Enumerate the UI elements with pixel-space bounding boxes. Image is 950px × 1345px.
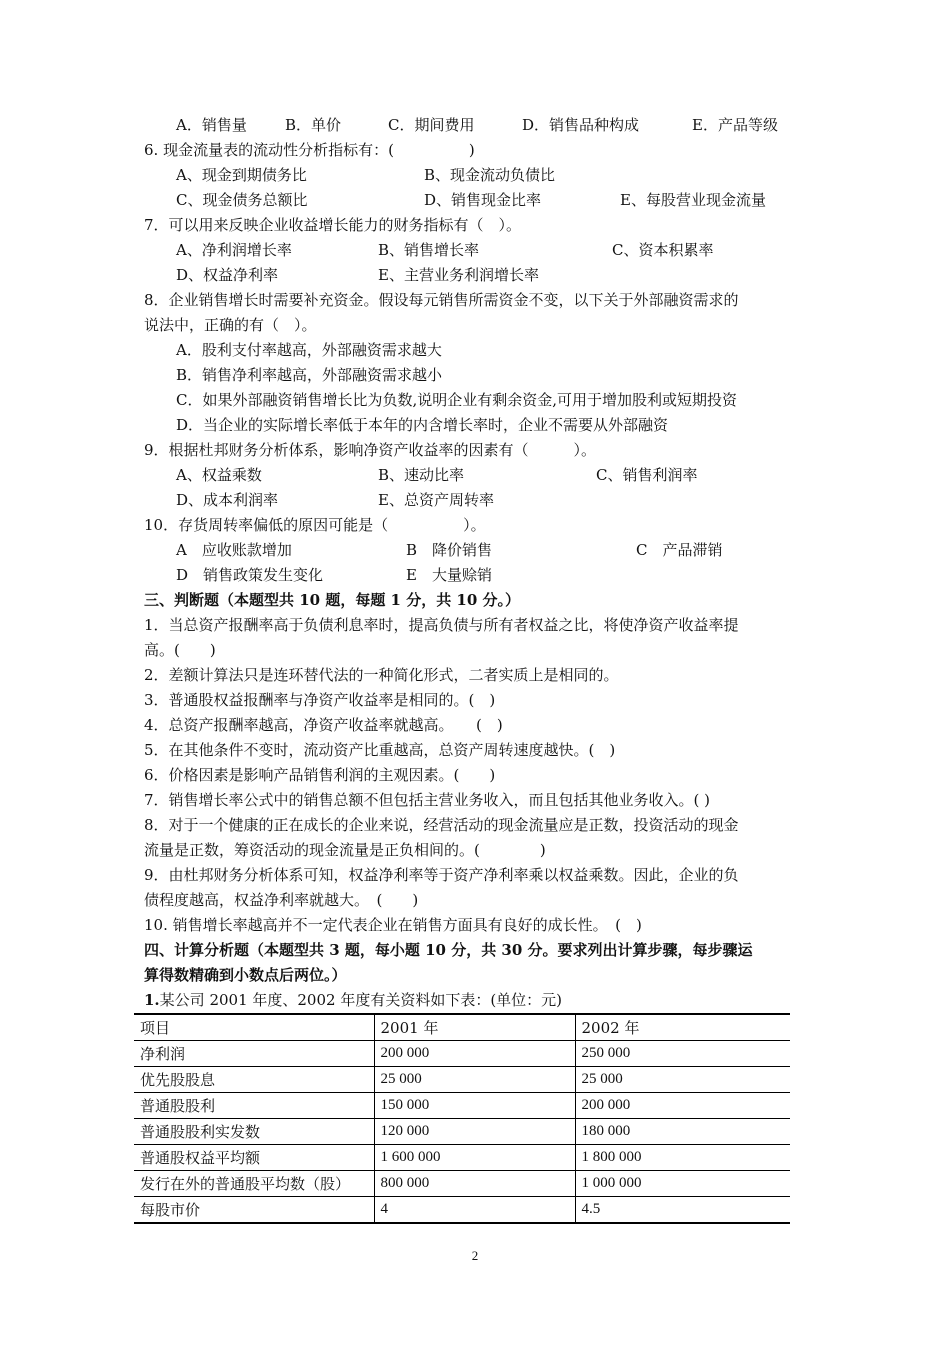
q10-option-c: C 产品滞销 xyxy=(636,541,723,559)
q7-options-row1 xyxy=(176,238,806,263)
q7-option-d: D、权益净利率 xyxy=(176,266,279,284)
table-row xyxy=(134,1197,790,1224)
table-cell-2001: 200 000 xyxy=(374,1041,575,1067)
s3-line-2: 高。( ) xyxy=(144,641,216,659)
table-cell-2002: 180 000 xyxy=(575,1119,790,1145)
section3-title: 三、判断题（本题型共 10 题，每题 1 分，共 10 分。） xyxy=(144,591,521,609)
section4-title-line2: 算得数精确到小数点后两位。） xyxy=(144,966,347,984)
q8-stem-line1: 8．企业销售增长时需要补充资金。假设每元销售所需资金不变，以下关于外部融资需求的 xyxy=(144,291,739,309)
table-cell-2002: 200 000 xyxy=(575,1093,790,1119)
table-cell-2001: 1 600 000 xyxy=(374,1145,575,1171)
table-row xyxy=(134,1041,790,1067)
table-cell-item: 普通股股利 xyxy=(134,1093,374,1119)
q10-option-d: D 销售政策发生变化 xyxy=(176,566,324,584)
s3-line-13: 10. 销售增长率越高并不一定代表企业在销售方面具有良好的成长性。 ( ) xyxy=(144,916,642,934)
table-cell-item: 净利润 xyxy=(134,1041,374,1067)
table-cell-2002: 1 800 000 xyxy=(575,1145,790,1171)
q9-option-a: A、权益乘数 xyxy=(176,466,262,484)
q5-option-a: A．销售量 xyxy=(176,116,247,134)
table-cell-2001: 150 000 xyxy=(374,1093,575,1119)
s3-line-12: 债程度越高，权益净利率就越大。 ( ) xyxy=(144,891,419,909)
table-cell-2002: 250 000 xyxy=(575,1041,790,1067)
q6-options-row2 xyxy=(176,188,806,213)
q8-option-d: D．当企业的实际增长率低于本年的内含增长率时，企业不需要从外部融资 xyxy=(176,416,669,434)
table-cell-item: 发行在外的普通股平均数（股） xyxy=(134,1171,374,1197)
q9-option-d: D、成本利润率 xyxy=(176,491,279,509)
s3-line-3: 2．差额计算法只是连环替代法的一种简化形式，二者实质上是相同的。 xyxy=(144,666,619,684)
table-cell-item: 每股市价 xyxy=(134,1197,374,1224)
table-row xyxy=(134,1093,790,1119)
table-cell-2001: 25 000 xyxy=(374,1067,575,1093)
q9-options-row1 xyxy=(176,463,806,488)
s3-line-5: 4．总资产报酬率越高，净资产收益率就越高。 ( ) xyxy=(144,716,503,734)
s3-line-10: 流量是正数，筹资活动的现金流量是正负相间的。( ) xyxy=(144,841,546,859)
s4-q1-number: 1. xyxy=(144,991,160,1009)
table-cell-2001: 120 000 xyxy=(374,1119,575,1145)
q6-option-a: A、现金到期债务比 xyxy=(176,166,307,184)
q7-options-row2 xyxy=(176,263,806,288)
q6-options-row1 xyxy=(176,163,806,188)
q9-stem: 9．根据杜邦财务分析体系，影响净资产收益率的因素有（ ）。 xyxy=(144,441,597,459)
financial-data-table xyxy=(134,1013,790,1224)
q9-options-row2 xyxy=(176,488,806,513)
table-header-2002: 2002 年 xyxy=(575,1014,790,1041)
table-row xyxy=(134,1119,790,1145)
table-row xyxy=(134,1067,790,1093)
q8-option-a: A．股利支付率越高，外部融资需求越大 xyxy=(176,341,442,359)
q7-stem: 7．可以用来反映企业收益增长能力的财务指标有（ ）。 xyxy=(144,216,522,234)
table-cell-2002: 4.5 xyxy=(575,1197,790,1224)
q10-options-row2 xyxy=(176,563,806,588)
table-cell-2002: 1 000 000 xyxy=(575,1171,790,1197)
q7-option-b: B、销售增长率 xyxy=(378,241,480,259)
q7-option-c: C、资本积累率 xyxy=(612,241,714,259)
q8-option-c: C．如果外部融资销售增长比为负数,说明企业有剩余资金,可用于增加股利或短期投资 xyxy=(176,391,738,409)
table-row xyxy=(134,1171,790,1197)
s4-q1-intro xyxy=(144,988,806,1013)
q5-options xyxy=(176,113,806,138)
table-cell-2001: 800 000 xyxy=(374,1171,575,1197)
s3-line-4: 3．普通股权益报酬率与净资产收益率是相同的。( ) xyxy=(144,691,496,709)
q7-option-a: A、净利润增长率 xyxy=(176,241,292,259)
q10-stem: 10．存货周转率偏低的原因可能是（ ）。 xyxy=(144,516,486,534)
q6-option-b: B、现金流动负债比 xyxy=(424,166,556,184)
s3-line-9: 8．对于一个健康的正在成长的企业来说，经营活动的现金流量应是正数，投资活动的现金 xyxy=(144,816,739,834)
table-header-item: 项目 xyxy=(134,1014,374,1041)
q6-option-e: E、每股营业现金流量 xyxy=(620,191,766,209)
table-cell-item: 普通股权益平均额 xyxy=(134,1145,374,1171)
q10-option-e: E 大量赊销 xyxy=(406,566,492,584)
table-cell-2001: 4 xyxy=(374,1197,575,1224)
q10-options-row1 xyxy=(176,538,806,563)
q6-stem: 6. 现金流量表的流动性分析指标有：( ) xyxy=(144,141,475,159)
table-cell-item: 普通股股利实发数 xyxy=(134,1119,374,1145)
page-number: 2 xyxy=(471,1248,479,1263)
q7-option-e: E、主营业务利润增长率 xyxy=(378,266,539,284)
q6-option-c: C、现金债务总额比 xyxy=(176,191,308,209)
section4-title-line1: 四、计算分析题（本题型共 3 题，每小题 10 分，共 30 分。要求列出计算步骤，每步骤运 xyxy=(144,941,753,959)
s3-line-8: 7．销售增长率公式中的销售总额不但包括主营业务收入，而且包括其他业务收入。( ) xyxy=(144,791,711,809)
table-cell-2002: 25 000 xyxy=(575,1067,790,1093)
table-header-2001: 2001 年 xyxy=(374,1014,575,1041)
q10-option-a: A 应收账款增加 xyxy=(176,541,292,559)
q5-option-d: D．销售品种构成 xyxy=(522,116,640,134)
q5-option-b: B．单价 xyxy=(285,116,342,134)
q10-option-b: B 降价销售 xyxy=(406,541,493,559)
s3-line-7: 6．价格因素是影响产品销售利润的主观因素。( ) xyxy=(144,766,496,784)
q8-stem-line2: 说法中，正确的有（ ）。 xyxy=(144,316,317,334)
q9-option-e: E、总资产周转率 xyxy=(378,491,494,509)
table-cell-item: 优先股股息 xyxy=(134,1067,374,1093)
q5-option-e: E．产品等级 xyxy=(692,116,778,134)
s3-line-1: 1．当总资产报酬率高于负债利息率时，提高负债与所有者权益之比，将使净资产收益率提 xyxy=(144,616,739,634)
table-header-row xyxy=(134,1014,790,1041)
s3-line-6: 5．在其他条件不变时，流动资产比重越高，总资产周转速度越快。( ) xyxy=(144,741,616,759)
s4-q1-text: 某公司 2001 年度、2002 年度有关资料如下表：(单位：元) xyxy=(159,991,563,1009)
q9-option-b: B、速动比率 xyxy=(378,466,465,484)
q8-option-b: B．销售净利率越高，外部融资需求越小 xyxy=(176,366,443,384)
table-row xyxy=(134,1145,790,1171)
q9-option-c: C、销售利润率 xyxy=(596,466,698,484)
s3-line-11: 9．由杜邦财务分析体系可知，权益净利率等于资产净利率乘以权益乘数。因此，企业的负 xyxy=(144,866,739,884)
q6-option-d: D、销售现金比率 xyxy=(424,191,542,209)
q5-option-c: C．期间费用 xyxy=(388,116,475,134)
